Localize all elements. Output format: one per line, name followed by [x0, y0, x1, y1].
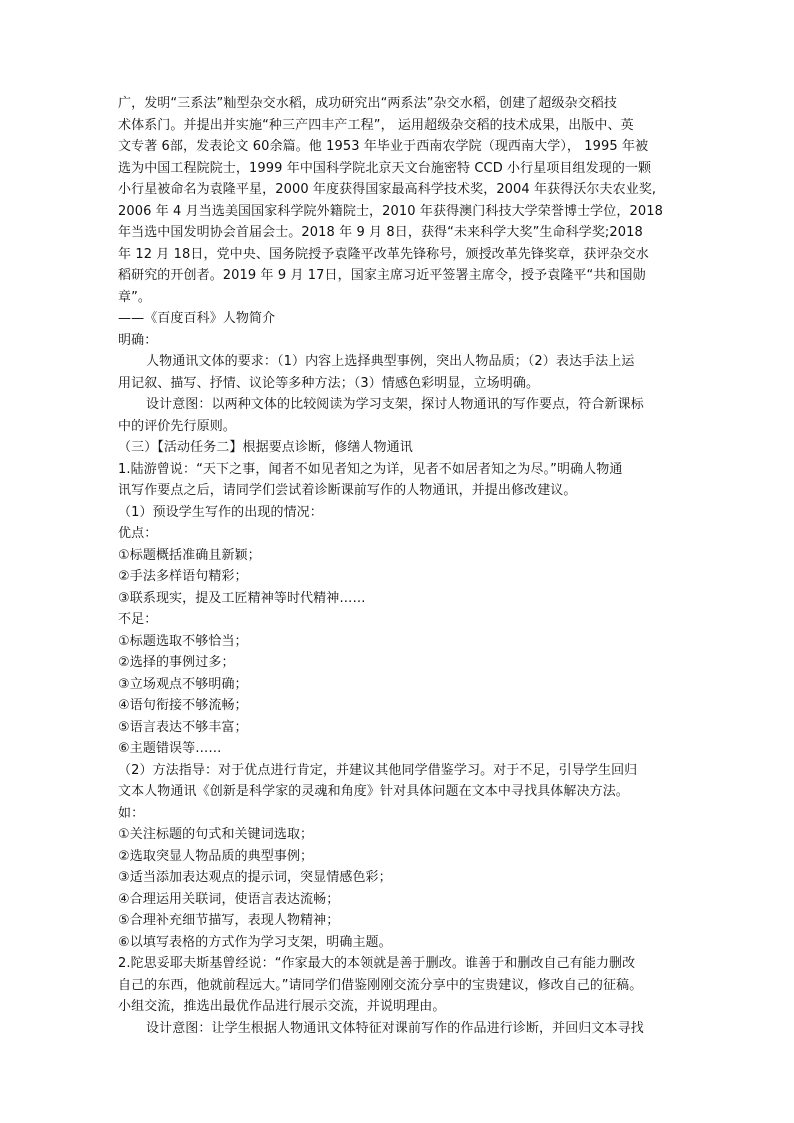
- question-2: 2.陀思妥耶夫斯基曾经说：“作家最大的本领就是善于删改。谁善于和删改自己有能力删改: [118, 956, 636, 971]
- cons-item: ⑤语言表达不够丰富；: [118, 719, 248, 735]
- clarify-paragraph: 用记叙、描写、抒情、议论等多种方法；（3）情感色彩明显，立场明确。: [118, 375, 540, 391]
- method-item: ⑤合理补充细节描写，表现人物精神；: [118, 913, 340, 928]
- clarify-heading: 明确：: [118, 332, 158, 348]
- cons-item: ③立场观点不够明确；: [118, 676, 248, 692]
- question-2: 自己的东西，他就前程远大。”请同学们借鉴刚刚交流分享中的宝贵建议，修改自己的征稿。: [118, 977, 643, 993]
- cons-item: ⑥主题错误等……: [118, 741, 222, 756]
- intro-line: 年 12 月 18日，党中央、国务院授予袁隆平改革先锋称号，颁授改革先锋奖章，获评杂交水: [118, 246, 649, 262]
- intro-line: 2006 年 4 月当选美国国家科学院外籍院士，2010 年获得澳门科技大学荣誉博士学位，2018: [118, 203, 663, 219]
- method-item: ②选取突显人物品质的典型事例；: [118, 848, 314, 864]
- cons-item: ④语句衔接不够流畅；: [118, 698, 248, 713]
- intro-line: 章”。: [118, 289, 152, 305]
- method-item: ⑥以填写表格的方式作为学习支架，明确主题。: [118, 934, 392, 950]
- cons-label: 不足：: [118, 612, 158, 627]
- intro-line: 选为中国工程院院士，1999 年中国科学院北京天文台施密特 CCD 小行星项目组发现的一颗: [118, 160, 652, 176]
- subsection-2: （2）方法指导：对于优点进行肯定，并建议其他同学借鉴学习。对于不足，引导学生回归: [118, 762, 638, 778]
- method-item: ④合理运用关联词，使语言表达流畅；: [118, 891, 340, 907]
- question-2: 小组交流，推选出最优作品进行展示交流，并说明理由。: [118, 999, 446, 1014]
- intro-line: 广，发明“三系法”籼型杂交水稻，成功研究出“两系法”杂交水稻，创建了超级杂交稻技: [118, 96, 617, 111]
- pros-item: ②手法多样语句精彩；: [118, 569, 248, 584]
- question-1: 讯写作要点之后，请同学们尝试着诊断课前写作的人物通讯，并提出修改建议。: [118, 483, 577, 498]
- cons-item: ①标题选取不够恰当；: [118, 633, 248, 649]
- method-item: ③适当添加表达观点的提示词，突显情感色彩；: [118, 870, 392, 885]
- intro-line: 术体系门。并提出并实施“种三产四丰产工程”， 运用超级杂交稻的技术成果，出版中、英: [118, 117, 634, 133]
- method-item: ①关注标题的句式和关键词选取；: [118, 827, 314, 842]
- source-citation: ——《百度百科》人物简介: [118, 311, 276, 326]
- cons-item: ②选择的事例过多；: [118, 655, 235, 670]
- design-intent-paragraph: 设计意图：以两种文体的比较阅读为学习支架，探讨人物通讯的写作要点，符合新课标: [146, 397, 644, 412]
- clarify-paragraph: 人物通讯文体的要求：（1）内容上选择典型事例，突出人物品质；（2）表达手法上运: [146, 354, 635, 369]
- intro-line: 年当选中国发明协会首届会士。2018 年 9 月 8日，获得“未来科学大奖”生命科学奖;2018: [118, 225, 643, 240]
- subsection-2: 文本人物通讯《创新是科学家的灵魂和角度》针对具体问题在文本中寻找具体解决方法。: [118, 784, 629, 799]
- subsection-1: （1）预设学生写作的出现的情况：: [118, 504, 323, 520]
- pros-item: ③联系现实，提及工匠精神等时代精神……: [118, 590, 366, 606]
- design-intent-paragraph: 设计意图：让学生根据人物通讯文体特征对课前写作的作品进行诊断，并回归文本寻找: [146, 1020, 644, 1036]
- task2-heading: （三）【活动任务二】根据要点诊断，修缮人物通讯: [118, 440, 413, 455]
- subsection-2: 如：: [118, 805, 145, 821]
- intro-line: 稻研究的开创者。2019 年 9 月 17日，国家主席习近平签署主席令，授予袁隆平“共和国勋: [118, 268, 646, 283]
- intro-line: 文专著 6部，发表论文 60余篇。他 1953 年毕业于西南农学院（现西南大学）， 1995 年被: [118, 139, 649, 154]
- question-1: 1.陆游曾说：“天下之事，闻者不如见者知之为详，见者不如居者知之为尽。”明确人物通: [118, 461, 623, 477]
- design-intent-paragraph: 中的评价先行原则。: [118, 418, 236, 434]
- pros-item: ①标题概括准确且新颖；: [118, 547, 261, 563]
- pros-label: 优点：: [118, 526, 158, 541]
- intro-line: 小行星被命名为袁隆平星，2000 年度获得国家最高科学技术奖，2004 年获得沃尔夫农业奖,: [118, 182, 657, 197]
